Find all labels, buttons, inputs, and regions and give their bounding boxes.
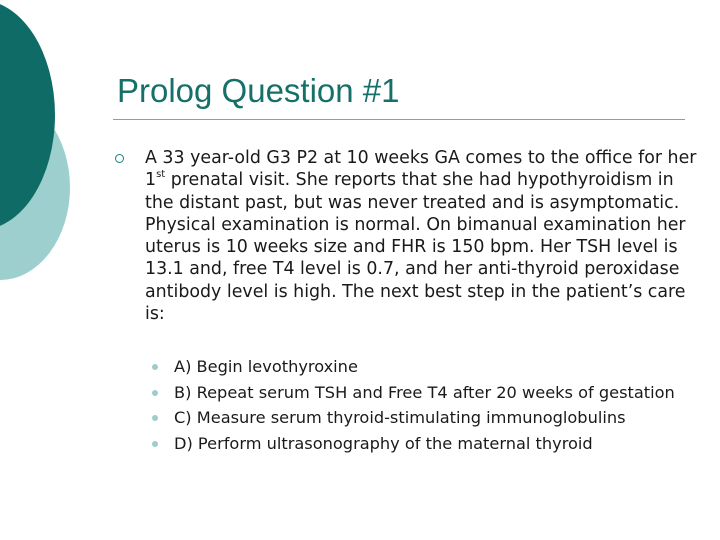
ring-bullet-icon <box>115 154 124 163</box>
question-text-part1: A 33 year-old G3 P2 at 10 weeks GA comes to the office for her 1 <box>145 148 697 191</box>
answer-option-text: A) Begin levothyroxine <box>174 357 358 376</box>
answer-options-list <box>152 357 712 459</box>
slide-title: Prolog Question #1 <box>117 72 400 109</box>
answer-option-text: D) Perform ultrasonography of the maternal thyroid <box>174 433 593 453</box>
answer-option-c <box>152 408 712 428</box>
bullet-dot-icon <box>152 364 158 370</box>
title-divider <box>113 119 685 120</box>
answer-option-text: C) Measure serum thyroid-stimulating immunoglobulins <box>174 408 626 427</box>
ordinal-superscript: st <box>156 168 166 180</box>
answer-option-d <box>152 434 712 454</box>
answer-option-b <box>152 383 712 403</box>
question-text <box>145 147 705 325</box>
bullet-dot-icon <box>152 415 158 421</box>
question-text-part2: prenatal visit. She reports that she had hypothyroidism in the distant past, but was never treated and is asymptomatic. Physical examination is normal. On bimanual examination her uterus is 10 weeks size and FHR is 150 bpm. Her TSH level is 13.1 and, free T4 level is 0.7, and her anti-thyroid peroxidase antibody level is high. The next best step in the patient’s care is: <box>145 170 686 325</box>
answer-option-a <box>152 357 712 377</box>
bullet-dot-icon <box>152 441 158 447</box>
bullet-dot-icon <box>152 390 158 396</box>
answer-option-text: B) Repeat serum TSH and Free T4 after 20 weeks of gestation <box>174 382 675 402</box>
